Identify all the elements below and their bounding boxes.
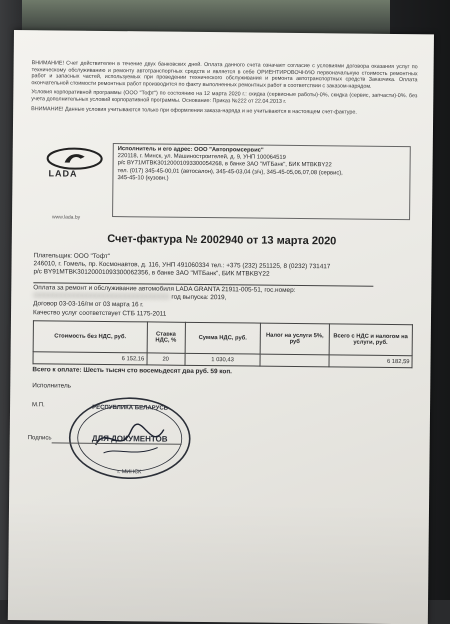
seal-place-label: М.П. xyxy=(32,402,45,409)
notice-paragraph-3: ВНИМАНИЕ! Данные условия учитываются только при оформлении заказа-наряда и не учитываются в настоящем счет-фактуре. xyxy=(31,105,357,116)
payer-account: р/с BY91MTBK30120001093300062356, в банке ЗАО "МТБанк", БИК MTBKBY22 xyxy=(33,268,270,279)
signature-label: Подпись xyxy=(27,435,52,442)
contract-line: Договор 03-03-16/гм от 03 марта 16 г. xyxy=(33,300,144,309)
svg-text:г. МИНСК: г. МИНСК xyxy=(117,469,142,476)
paper-shadow xyxy=(8,500,429,624)
executor-phones: тел. (017) 345-45-00,01 (автосалон), 345-45-03,04 (з/ч), 345-45-05,06,07,08 (сервис), xyxy=(117,167,343,177)
cell-service-tax xyxy=(260,354,328,367)
col-service-tax: Налог на услуги 5%, руб xyxy=(260,323,329,355)
payer-name: Плательщик: ООО "Тофт" xyxy=(33,252,111,261)
table-row xyxy=(33,352,412,368)
executor-phones-2: 345-45-10 (кузовн.) xyxy=(117,174,169,182)
cell-vat-sum: 1 030,43 xyxy=(185,353,261,366)
table-header-row xyxy=(33,321,412,356)
payment-line-1: Оплата за ремонт и обслуживание автомобиля LADA GRANTA 21911-005-51, гос.номер: xyxy=(33,284,296,294)
quality-line: Качество услуг соответствует СТБ 1175-2011 xyxy=(33,309,167,318)
col-vat-sum: Сумма НДС, руб. xyxy=(185,322,261,354)
payer-address: 246010, г. Гомель, пр. Космонавтов, д. 116, УНП 491060334 тел.: +375 (232) 251125, 8 (0232) 731417 xyxy=(33,260,331,271)
executor-address: 220118, г. Минск, ул. Машиностроителей, д. 9, УНП 100064519 xyxy=(117,153,286,162)
col-cost: Стоимость без НДС, руб. xyxy=(33,321,147,353)
lada-website: www.lada.by xyxy=(52,214,81,221)
executor-name: Исполнитель и его адрес: ООО "Автопромсервис" xyxy=(117,146,264,154)
year-of-manufacture: год выпуска: 2019, xyxy=(171,293,227,302)
svg-text:РЕСПУБЛИКА БЕЛАРУСЬ: РЕСПУБЛИКА БЕЛАРУСЬ xyxy=(92,404,169,412)
executor-header xyxy=(30,142,411,228)
cell-cost: 6 152,16 xyxy=(33,352,147,365)
notice-paragraph-1: ВНИМАНИЕ! Счет действителен в течение двух банковских дней. Оплата данного счета означает согласие с условиями договора оказания услуг по техническому обслуживанию и ремонту автотранспортных средств и является в себе ОРИЕНТИРОВОЧНУЮ первоначальную стоимость ремонтных работ и запасных частей, используемых при проведении технического обслуживания и ремонта автотранспортных средств Заказчика. Оплата окончательной стоимости ремонтных работ производится по факту выполненных ремонтных работ в соответствии с заказом-нарядом. xyxy=(31,60,418,90)
col-vat-rate: Ставка НДС, % xyxy=(147,322,185,353)
payer-block xyxy=(33,252,413,281)
total-in-words: Всего к оплате: Шесть тысяч сто восемьдесят два руб. 59 коп. xyxy=(32,366,233,376)
invoice-document xyxy=(8,30,434,624)
official-stamp xyxy=(65,395,194,482)
notice-block xyxy=(31,60,418,119)
lada-logo-text: LADA xyxy=(48,168,78,179)
svg-text:ДЛЯ ДОКУМЕНТОВ: ДЛЯ ДОКУМЕНТОВ xyxy=(91,433,168,444)
invoice-title: Счет-фактура № 2002940 от 13 марта 2020 xyxy=(107,232,337,248)
notice-paragraph-2: Условия корпоративной программы (ООО "Тофт") по состоянию на 12 марта 2020 г.: скидка (сервисные работы)-0%, скидка (сервис, запчасти)-0%. без учета дополнительных условий корпоративной программы. Основание: Приказ №222 от 22.04.2013 г. xyxy=(31,89,418,105)
redacted-field: XXXXXXXXXXXXXXXXXXXXXXXXXXXXXXXX xyxy=(33,292,170,301)
cell-vat-rate: 20 xyxy=(147,353,185,365)
col-total: Всего с НДС и налогом на услуги, руб. xyxy=(329,324,413,356)
invoice-table xyxy=(33,320,413,368)
executor-account: р/с BY71MTBK30120001093300054268, в банке ЗАО "МТБанк", БИК MTBKBY22 xyxy=(117,160,332,169)
executor-sign-label: Исполнитель xyxy=(32,382,72,390)
cell-total: 6 182,59 xyxy=(329,355,413,368)
executor-box xyxy=(112,143,411,220)
